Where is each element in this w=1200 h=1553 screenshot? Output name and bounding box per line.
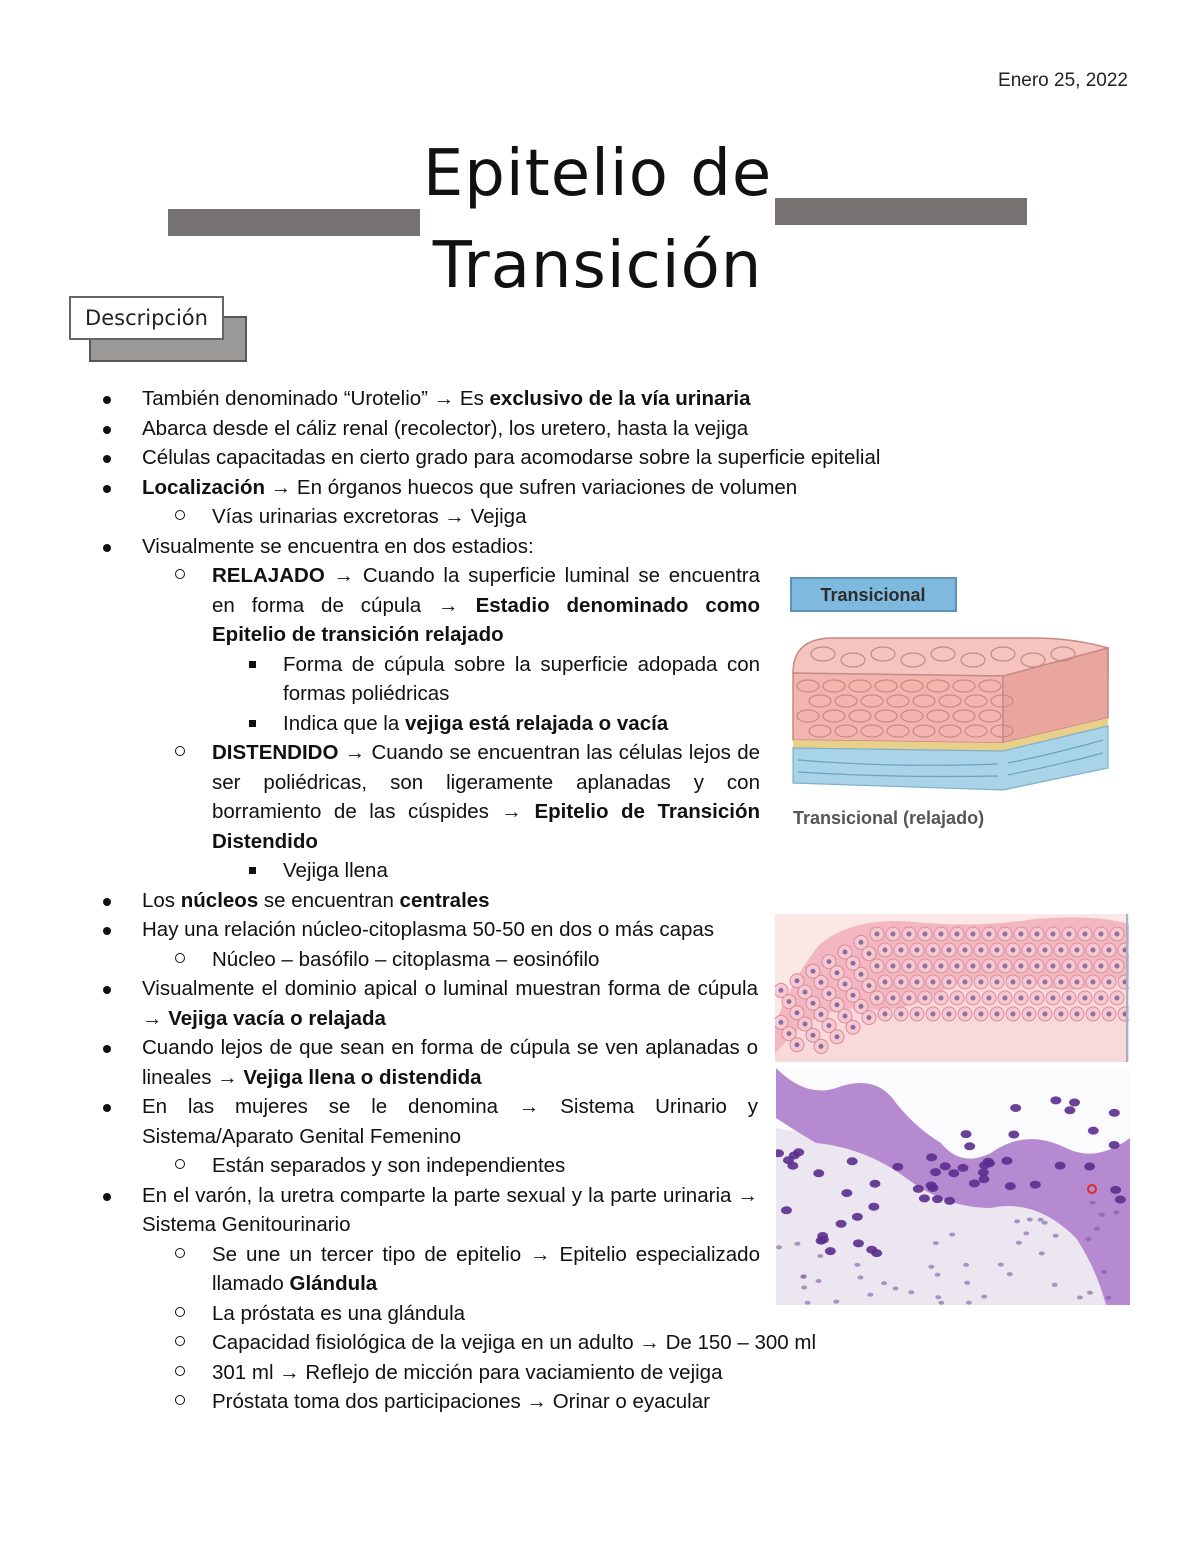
bullet-circle-icon xyxy=(175,1395,185,1405)
list-item-text: vejiga está relajada o vacía xyxy=(404,711,669,735)
bullet-circle-icon xyxy=(175,1307,185,1317)
list-item-text: Visualmente el dominio apical o luminal muestran forma de cúpula → xyxy=(142,977,758,1030)
list-item xyxy=(0,886,758,916)
list-item-text: Vejiga llena o distendida xyxy=(243,1065,482,1089)
list-item xyxy=(0,384,1200,414)
list-item-text: Células capacitadas en cierto grado para acomodarse sobre la superficie epitelial xyxy=(142,446,881,469)
list-item-text: se encuentran xyxy=(258,888,400,912)
list-item xyxy=(0,856,760,886)
title-decor-bar-left xyxy=(168,209,420,236)
diagram-label: Transicional xyxy=(820,585,926,605)
list-item xyxy=(0,1240,760,1299)
list-item xyxy=(0,443,1200,473)
list-item-text: Indica que la xyxy=(283,711,405,735)
list-item-text: Núcleo – basófilo – citoplasma – eosinófilo xyxy=(212,947,600,971)
list-item-text: Epitelio de Transición Distendido xyxy=(212,800,760,853)
section-tag-label: Descripción xyxy=(69,296,224,340)
title-decor-bar-right xyxy=(775,198,1027,225)
list-item xyxy=(0,1092,758,1151)
list-item-text: centrales xyxy=(399,888,490,912)
list-item-text: La próstata es una glándula xyxy=(212,1301,466,1325)
list-item-text: Próstata toma dos participaciones → Orinar o eyacular xyxy=(212,1390,710,1413)
page-title xyxy=(420,128,775,312)
transitional-epithelium-diagram xyxy=(783,568,1128,840)
bullet-disc-icon xyxy=(103,544,111,552)
bullet-disc-icon xyxy=(103,986,111,994)
list-item-text: → Cuando se encuentran las células lejos de ser poliédricas, son ligeramente aplanadas y con borramiento de las cúspides → xyxy=(212,741,760,823)
list-item xyxy=(0,1328,1200,1358)
date: Enero 25, 2022 xyxy=(998,70,1128,91)
list-item-text: También denominado “Urotelio” → Es xyxy=(142,387,490,410)
bullet-circle-icon xyxy=(175,953,185,963)
list-item-text: Están separados y son independientes xyxy=(212,1154,566,1177)
bullet-circle-icon xyxy=(175,1159,185,1169)
bullet-disc-icon xyxy=(103,1193,111,1201)
list-item-text: núcleos xyxy=(180,888,259,912)
bullet-disc-icon xyxy=(103,396,111,404)
bullet-disc-icon xyxy=(103,455,111,463)
list-item-text: Se une un tercer tipo de epitelio → Epitelio especializado llamado xyxy=(212,1242,760,1295)
bullet-disc-icon xyxy=(103,426,111,434)
list-item-text: Vías urinarias excretoras → Vejiga xyxy=(212,505,527,528)
bullet-disc-icon xyxy=(103,898,111,906)
list-item-text: Los xyxy=(142,888,181,912)
list-item-text: → En órganos huecos que sufren variaciones de volumen xyxy=(265,475,798,499)
diagram-caption: Transicional (relajado) xyxy=(793,808,985,828)
bullet-square-icon xyxy=(249,661,256,668)
list-item-text: Localización xyxy=(142,475,266,499)
bullet-circle-icon xyxy=(175,569,185,579)
list-item-text: Estadio denominado como Epitelio de transición relajado xyxy=(212,593,760,646)
list-item-text: RELAJADO xyxy=(212,564,325,587)
list-item xyxy=(0,561,760,650)
list-item xyxy=(0,650,760,709)
list-item xyxy=(0,414,1200,444)
list-item xyxy=(0,532,1200,562)
list-item-text: Glándula xyxy=(289,1272,378,1295)
dome-cells-illustration xyxy=(775,914,1129,1062)
list-item xyxy=(0,974,758,1033)
bullet-square-icon xyxy=(249,867,256,874)
list-item-text: En las mujeres se le denomina → Sistema Urinario y Sistema/Aparato Genital Femenino xyxy=(142,1095,758,1148)
bullet-circle-icon xyxy=(175,1336,185,1346)
list-item-text: exclusivo de la vía urinaria xyxy=(489,387,751,410)
list-item xyxy=(0,1151,760,1181)
list-item-text: Vejiga vacía o relajada xyxy=(168,1006,386,1030)
list-item-text: Vejiga llena xyxy=(283,859,388,882)
list-item xyxy=(0,738,760,856)
bullet-disc-icon xyxy=(103,1045,111,1053)
list-item xyxy=(0,1181,758,1240)
list-item xyxy=(0,1387,1200,1417)
bullet-square-icon xyxy=(249,720,256,727)
list-item-text: Capacidad fisiológica de la vejiga en un adulto → De 150 – 300 ml xyxy=(212,1331,816,1354)
bullet-circle-icon xyxy=(175,746,185,756)
bullet-disc-icon xyxy=(103,485,111,493)
bullet-circle-icon xyxy=(175,510,185,520)
list-item-text: → Cuando la superficie luminal se encuentra en forma de cúpula → xyxy=(212,564,760,617)
list-item-text: Hay una relación núcleo-citoplasma 50-50 en dos o más capas xyxy=(142,918,715,941)
list-item xyxy=(0,945,760,975)
list-item-text: Abarca desde el cáliz renal (recolector), los uretero, hasta la vejiga xyxy=(142,416,749,440)
list-item-text: En el varón, la uretra comparte la parte sexual y la parte urinaria → Sistema Genitourinario xyxy=(142,1183,758,1236)
section-tag xyxy=(69,296,245,360)
title-line-1: Epitelio de xyxy=(422,137,773,211)
list-item-text: 301 ml → Reflejo de micción para vaciamiento de vejiga xyxy=(212,1360,723,1384)
list-item-text: Cuando lejos de que sean en forma de cúpula se ven aplanadas o lineales → xyxy=(142,1036,758,1089)
bullet-circle-icon xyxy=(175,1366,185,1376)
histology-micrograph xyxy=(776,1068,1130,1305)
list-item-text: Visualmente se encuentra en dos estadios: xyxy=(142,534,534,558)
list-item xyxy=(0,915,758,945)
list-item-text: Forma de cúpula sobre la superficie adopada con formas poliédricas xyxy=(283,652,760,705)
bullet-circle-icon xyxy=(175,1248,185,1258)
title-line-2: Transición xyxy=(432,229,763,303)
list-item xyxy=(0,1033,758,1092)
list-item xyxy=(0,473,1200,503)
list-item-text: DISTENDIDO xyxy=(212,741,339,764)
list-item xyxy=(0,1358,1200,1388)
list-item xyxy=(0,709,760,739)
bullet-disc-icon xyxy=(103,1104,111,1112)
list-item xyxy=(0,502,1200,532)
bullet-disc-icon xyxy=(103,927,111,935)
